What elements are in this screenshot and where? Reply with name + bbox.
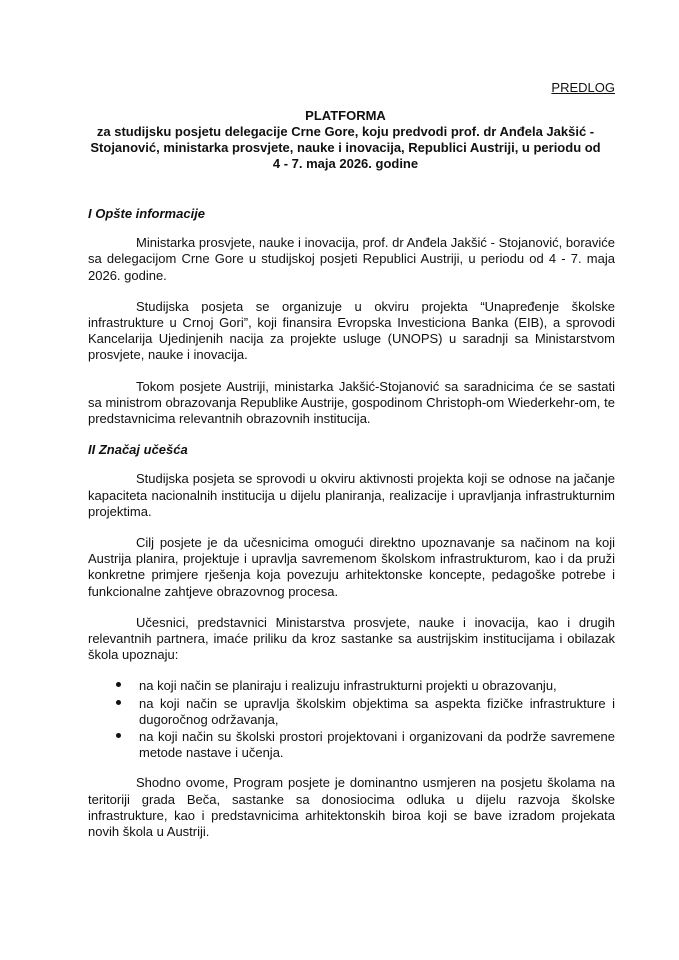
paragraph: Cilj posjete je da učesnicima omogući direktno upoznavanje sa načinom na koji Austrija planira, projektuje i upravlja savremenom školskom infrastrukturom, kao i da pruži konkretne primjere rješenja koja povezuju arhitektonske koncepte, pedagoške potrebe i funkcionalne zahtjeve obrazovnog procesa. — [88, 535, 615, 599]
paragraph: Učesnici, predstavnici Ministarstva prosvjete, nauke i inovacija, kao i drugih relevantnih partnera, imaće priliku da kroz sastanke sa austrijskim institucijama i obilazak škola upoznaju: — [88, 614, 615, 663]
list-item-text: na koji način se upravlja školskim objektima sa aspekta fizičke infrastrukture i dugoročnog održavanja, — [139, 695, 615, 727]
document-subtitle: za studijsku posjetu delegacije Crne Gore, koju predvodi prof. dr Anđela Jakšić - Stojanović, ministarka prosvjete, nauke i inovacija, Republici Austriji, u periodu od 4 - 7. maja 2026. godine — [90, 124, 601, 171]
paragraph: Studijska posjeta se organizuje u okviru projekta “Unapređenje školske infrastrukture u Crnoj Gori”, koji finansira Evropska Investiciona Banka (EIB), a sprovodi Kancelarija Ujedinjenih nacija za projekte usluge (UNOPS) u saradnji sa Ministarstvom prosvjete, nauke i inovacija. — [88, 298, 615, 363]
list-item-text: na koji način se planiraju i realizuju infrastrukturni projekti u obrazovanju, — [139, 678, 557, 694]
list-item — [88, 678, 615, 694]
bullet-list — [88, 678, 615, 761]
document-title: PLATFORMA — [305, 108, 386, 123]
paragraph: Studijska posjeta se sprovodi u okviru aktivnosti projekta koji se odnose na jačanje kapaciteta nacionalnih institucija u dijelu planiranja, realizacije i upravljanja infrastrukturnim projektima. — [88, 471, 615, 519]
section-heading-significance: II Značaj učešća — [88, 442, 188, 458]
list-item-text: na koji način su školski prostori projektovani i organizovani da podrže savremene metode nastave i učenja. — [139, 729, 615, 761]
paragraph: Ministarka prosvjete, nauke i inovacija, prof. dr Anđela Jakšić - Stojanović, boraviće sa delegacijom Crne Gore u studijskoj posjeti Republici Austriji, u periodu od 4 - 7. maja 2026. godine. — [88, 235, 615, 283]
list-item — [88, 696, 615, 728]
title-block — [88, 108, 603, 172]
bullet-icon — [116, 682, 121, 687]
bullet-icon — [116, 733, 121, 738]
document-body — [88, 206, 615, 855]
closing-paragraph: Shodno ovome, Program posjete je dominantno usmjeren na posjetu školama na teritoriji grada Beča, sastanke sa donosiocima odluka u dijelu razvoja školske infrastrukture, kao i predstavnicima arhitektonskih biroa koji se bave izradom projekata novih škola u Austriji. — [88, 775, 615, 840]
bullet-icon — [116, 700, 121, 705]
paragraph: Tokom posjete Austriji, ministarka Jakšić-Stojanović sa saradnicima će se sastati sa ministrom obrazovanja Republike Austrije, gospodinom Christoph-om Wiederkehr-om, te predstavnicima relevantnih obrazovnih institucija. — [88, 378, 615, 427]
proposal-label: PREDLOG — [551, 80, 615, 95]
section-heading-general: I Opšte informacije — [88, 206, 206, 221]
list-item — [88, 729, 615, 761]
